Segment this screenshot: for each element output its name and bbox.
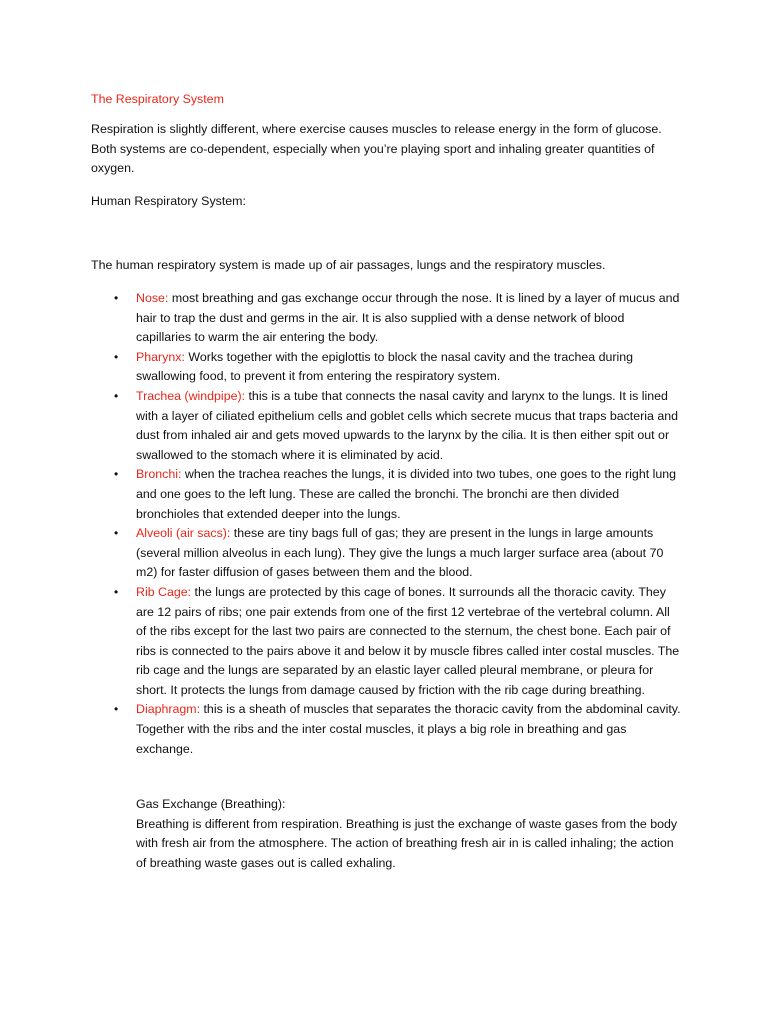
- list-item-rib-cage: [91, 583, 681, 701]
- lead-paragraph: The human respiratory system is made up of air passages, lungs and the respiratory muscles.: [91, 258, 606, 272]
- bullet-icon: •: [114, 388, 119, 403]
- bullet-icon: •: [114, 526, 119, 541]
- list-item-pharynx: [91, 348, 681, 387]
- term-description: most breathing and gas exchange occur through the nose. It is lined by a layer of mucus and hair to trap the dust and germs in the air. It is also supplied with a dense network of blood capillaries to warm the air entering the body.: [136, 291, 680, 345]
- intro-paragraph: Respiration is slightly different, where exercise causes muscles to release energy in the form of glucose. Both systems are co-dependent, especially when you’re playing sport and inhaling greater quantities of oxygen.: [91, 122, 662, 176]
- list-item-bronchi: [91, 465, 681, 524]
- term-description: this is a sheath of muscles that separates the thoracic cavity from the abdominal cavity. Together with the ribs and the inter costal muscles, it plays a big role in breathing and gas exchange.: [136, 702, 681, 756]
- term-description: when the trachea reaches the lungs, it is divided into two tubes, one goes to the right lung and one goes to the left lung. These are called the bronchi. The bronchi are then divided bronchioles that extended deeper into the lungs.: [136, 467, 677, 521]
- term-label: Alveoli (air sacs):: [136, 526, 231, 541]
- term-label: Trachea (windpipe):: [136, 388, 246, 403]
- list-item-nose: [91, 289, 681, 348]
- term-description: Works together with the epiglottis to block the nasal cavity and the trachea during swallowing food, to prevent it from entering the respiratory system.: [136, 349, 634, 384]
- gas-exchange-paragraph: Breathing is different from respiration. Breathing is just the exchange of waste gases from the body with fresh air from the atmosphere. The action of breathing fresh air in is called inhaling; the action of breathing waste gases out is called exhaling.: [136, 816, 678, 870]
- term-label: Bronchi:: [136, 467, 182, 482]
- term-label: Rib Cage:: [136, 584, 192, 599]
- term-label: Nose:: [136, 291, 169, 305]
- list-item-alveoli: [91, 524, 681, 583]
- gas-exchange-section: [136, 795, 686, 873]
- list-item-diaphragm: [91, 700, 681, 759]
- bullet-icon: •: [114, 291, 119, 305]
- term-label: Diaphragm:: [136, 702, 201, 717]
- document-title: The Respiratory System: [91, 92, 224, 106]
- bullet-icon: •: [114, 349, 119, 364]
- term-description: these are tiny bags full of gas; they are present in the lungs in large amounts (several million alveolus in each lung). They give the lungs a much larger surface area (about 70 m2) for faster diffusion of gases between them and the blood.: [136, 526, 664, 580]
- term-description: the lungs are protected by this cage of bones. It surrounds all the thoracic cavity. They are 12 pairs of ribs; one pair extends from one of the first 12 vertebrae of the vertebral column. All of the ribs except for the last two pairs are connected to the sternum, the chest bone. Each pair of ribs is connected to the pairs above it and below it by muscle fibres called inter costal muscles. The rib cage and the lungs are separated by an elastic layer called pleural membrane, or pleura for short. It protects the lungs from damage caused by friction with the rib cage during breathing.: [136, 584, 680, 697]
- section-subheading: Human Respiratory System:: [91, 194, 246, 208]
- respiratory-parts-list: [91, 289, 681, 759]
- bullet-icon: •: [114, 467, 119, 482]
- bullet-icon: •: [114, 702, 119, 717]
- bullet-icon: •: [114, 584, 119, 599]
- term-label: Pharynx:: [136, 349, 185, 364]
- list-item-trachea: [91, 387, 681, 465]
- gas-exchange-heading: Gas Exchange (Breathing):: [136, 797, 286, 811]
- term-description: this is a tube that connects the nasal cavity and larynx to the lungs. It is lined with a layer of ciliated epithelium cells and goblet cells which secrete mucus that traps bacteria and dust from inhaled air and gets moved upwards to the larynx by the cilia. It is then either spit out or swallowed to the stomach where it is eliminated by acid.: [136, 388, 679, 462]
